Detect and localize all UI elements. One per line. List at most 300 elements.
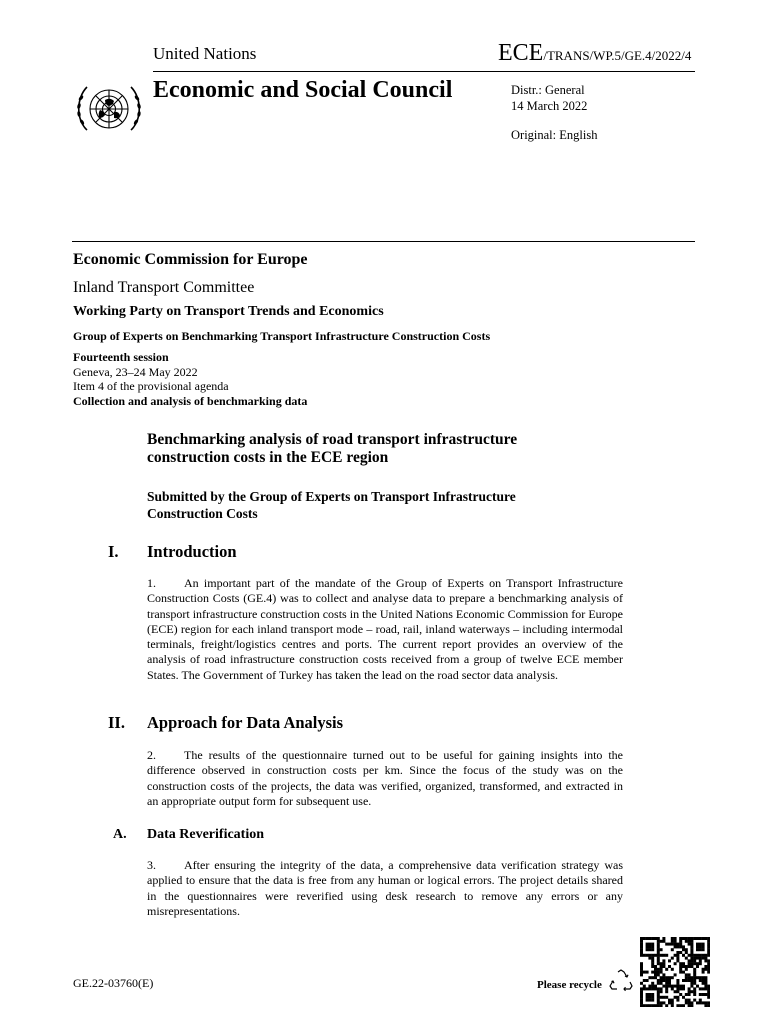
qr-module — [679, 985, 682, 988]
qr-module — [668, 979, 671, 982]
qr-module — [660, 971, 663, 974]
qr-module — [690, 948, 693, 951]
qr-module — [662, 959, 665, 962]
session-place-date: Geneva, 23–24 May 2022 — [73, 364, 198, 379]
qr-module — [674, 996, 677, 999]
qr-module — [699, 957, 702, 960]
paragraph-2-number: 2. — [147, 748, 156, 762]
qr-module — [660, 968, 663, 971]
paragraph-2-text: The results of the questionnaire turned out to be useful for gaining insights into the difference observed in construction costs per km. Since the focus of the study was on the construction costs of the projects, the data was verified, organized, transformed, and extracted in an appropriate output form for subsequent use. — [147, 748, 623, 808]
qr-module — [702, 993, 705, 996]
qr-module — [682, 962, 685, 965]
qr-module — [693, 979, 696, 982]
qr-module — [699, 959, 702, 962]
qr-module — [690, 976, 693, 979]
qr-module — [696, 943, 699, 946]
qr-module — [646, 999, 649, 1002]
qr-module — [696, 965, 699, 968]
qr-module — [646, 987, 649, 990]
qr-module — [699, 979, 702, 982]
qr-module — [688, 973, 691, 976]
qr-module — [646, 948, 649, 951]
qr-module — [696, 962, 699, 965]
qr-module — [676, 957, 679, 960]
qr-module — [640, 990, 643, 993]
qr-module — [657, 951, 660, 954]
qr-module — [682, 948, 685, 951]
qr-module — [643, 987, 646, 990]
qr-module — [696, 957, 699, 960]
qr-module — [662, 976, 665, 979]
qr-module — [690, 979, 693, 982]
qr-module — [648, 985, 651, 988]
qr-module — [676, 954, 679, 957]
qr-module — [665, 943, 668, 946]
qr-module — [654, 985, 657, 988]
qr-module — [676, 1004, 679, 1007]
qr-module — [690, 937, 693, 940]
qr-module — [690, 943, 693, 946]
qr-module — [707, 990, 710, 993]
qr-module — [674, 945, 677, 948]
qr-module — [679, 940, 682, 943]
subsection-a-title: Data Reverification — [147, 827, 265, 842]
qr-module — [688, 990, 691, 993]
qr-module — [640, 1001, 643, 1004]
working-party-heading: Working Party on Transport Trends and Economics — [73, 304, 384, 319]
header-rule — [153, 71, 695, 72]
qr-module — [660, 990, 663, 993]
qr-module — [682, 937, 685, 940]
qr-module — [685, 973, 688, 976]
qr-module — [640, 940, 643, 943]
qr-module — [665, 996, 668, 999]
qr-module — [688, 962, 691, 965]
paragraph-3 — [147, 858, 623, 919]
qr-module — [640, 965, 643, 968]
qr-module — [654, 937, 657, 940]
qr-module — [690, 957, 693, 960]
qr-module — [640, 971, 643, 974]
qr-module — [657, 948, 660, 951]
qr-module — [646, 979, 649, 982]
qr-module — [696, 954, 699, 957]
qr-module — [665, 1004, 668, 1007]
document-symbol — [498, 40, 691, 67]
qr-module — [693, 971, 696, 974]
qr-module — [679, 993, 682, 996]
qr-module — [671, 1004, 674, 1007]
qr-module — [682, 996, 685, 999]
qr-module — [651, 987, 654, 990]
document-title-line1: Benchmarking analysis of road transport infrastructure — [147, 431, 518, 448]
qr-module — [651, 993, 654, 996]
qr-module — [640, 973, 643, 976]
org-name: United Nations — [153, 44, 257, 63]
qr-module — [657, 990, 660, 993]
qr-module — [693, 990, 696, 993]
qr-code — [640, 937, 710, 1007]
qr-module — [648, 954, 651, 957]
qr-module — [660, 1001, 663, 1004]
qr-module — [676, 996, 679, 999]
qr-module — [685, 976, 688, 979]
document-symbol-rest: /TRANS/WP.5/GE.4/2022/4 — [543, 48, 692, 63]
qr-module — [643, 937, 646, 940]
qr-module — [674, 943, 677, 946]
recycle-label: Please recycle — [537, 979, 602, 991]
qr-module — [657, 959, 660, 962]
qr-module — [704, 957, 707, 960]
qr-code-graphic — [640, 937, 710, 1007]
qr-module — [665, 954, 668, 957]
qr-module — [704, 959, 707, 962]
qr-module — [648, 943, 651, 946]
qr-module — [671, 943, 674, 946]
qr-module — [640, 945, 643, 948]
qr-module — [671, 976, 674, 979]
qr-module — [707, 962, 710, 965]
qr-module — [671, 968, 674, 971]
qr-module — [674, 973, 677, 976]
paragraph-2 — [147, 748, 623, 809]
qr-module — [699, 999, 702, 1002]
qr-module — [702, 1001, 705, 1004]
qr-module — [662, 965, 665, 968]
qr-module — [676, 987, 679, 990]
qr-module — [657, 979, 660, 982]
qr-module — [707, 971, 710, 974]
qr-module — [640, 999, 643, 1002]
qr-module — [654, 954, 657, 957]
qr-module — [699, 937, 702, 940]
qr-module — [646, 971, 649, 974]
qr-module — [707, 965, 710, 968]
session-info — [73, 350, 307, 408]
qr-module — [646, 993, 649, 996]
qr-module — [657, 962, 660, 965]
qr-module — [704, 982, 707, 985]
qr-module — [654, 987, 657, 990]
qr-module — [702, 957, 705, 960]
qr-module — [690, 1004, 693, 1007]
qr-module — [693, 959, 696, 962]
qr-module — [657, 943, 660, 946]
qr-module — [693, 954, 696, 957]
document-symbol-main: ECE — [498, 40, 544, 66]
qr-module — [707, 987, 710, 990]
qr-module — [646, 1004, 649, 1007]
qr-module — [671, 948, 674, 951]
qr-module — [648, 945, 651, 948]
commission-heading: Economic Commission for Europe — [73, 251, 308, 268]
qr-module — [648, 993, 651, 996]
qr-module — [662, 973, 665, 976]
qr-module — [685, 965, 688, 968]
qr-module — [651, 985, 654, 988]
qr-module — [671, 985, 674, 988]
qr-module — [668, 999, 671, 1002]
qr-module — [685, 1001, 688, 1004]
qr-module — [693, 999, 696, 1002]
qr-module — [651, 945, 654, 948]
qr-module — [676, 999, 679, 1002]
qr-module — [696, 1001, 699, 1004]
qr-module — [702, 945, 705, 948]
qr-module — [640, 962, 643, 965]
qr-module — [640, 993, 643, 996]
qr-module — [690, 990, 693, 993]
qr-module — [699, 954, 702, 957]
qr-module — [702, 948, 705, 951]
qr-module — [651, 965, 654, 968]
qr-module — [674, 940, 677, 943]
qr-module — [665, 982, 668, 985]
qr-module — [668, 959, 671, 962]
qr-module — [679, 951, 682, 954]
qr-module — [651, 976, 654, 979]
qr-module — [654, 1004, 657, 1007]
qr-module — [685, 968, 688, 971]
qr-module — [693, 973, 696, 976]
un-emblem-icon — [72, 78, 146, 140]
qr-module — [674, 985, 677, 988]
qr-module — [688, 1004, 691, 1007]
qr-module — [643, 985, 646, 988]
submitted-by-line1: Submitted by the Group of Experts on Transport Infrastructure — [147, 489, 516, 504]
qr-module — [648, 937, 651, 940]
qr-module — [646, 945, 649, 948]
qr-module — [668, 982, 671, 985]
qr-module — [704, 968, 707, 971]
qr-module — [657, 1001, 660, 1004]
qr-module — [660, 987, 663, 990]
document-title — [147, 431, 617, 467]
qr-module — [685, 957, 688, 960]
qr-module — [651, 957, 654, 960]
qr-module — [693, 993, 696, 996]
qr-module — [671, 937, 674, 940]
qr-module — [693, 937, 696, 940]
qr-module — [676, 979, 679, 982]
qr-module — [671, 940, 674, 943]
qr-module — [648, 957, 651, 960]
qr-module — [699, 1001, 702, 1004]
session-name: Fourteenth session — [73, 350, 169, 364]
qr-module — [682, 987, 685, 990]
qr-module — [704, 993, 707, 996]
qr-module — [693, 957, 696, 960]
qr-module — [676, 982, 679, 985]
qr-module — [671, 999, 674, 1002]
qr-module — [662, 979, 665, 982]
qr-module — [679, 943, 682, 946]
qr-module — [674, 937, 677, 940]
council-title: Economic and Social Council — [153, 77, 453, 103]
qr-module — [699, 948, 702, 951]
qr-module — [676, 990, 679, 993]
qr-module — [707, 940, 710, 943]
qr-module — [643, 971, 646, 974]
qr-module — [660, 948, 663, 951]
qr-module — [640, 937, 643, 940]
paragraph-3-text: After ensuring the integrity of the data, a comprehensive data verification strategy was applied to ensure that the data is free from any human or logical errors. The project details shared in the questionnaires were reverified using desk research to remove any errors or any misrepresentations. — [147, 858, 623, 918]
qr-module — [690, 982, 693, 985]
qr-module — [690, 1001, 693, 1004]
qr-module — [699, 976, 702, 979]
job-number: GE.22-03760(E) — [73, 976, 154, 990]
qr-module — [699, 962, 702, 965]
qr-module — [676, 945, 679, 948]
paragraph-3-number: 3. — [147, 858, 156, 872]
qr-module — [657, 940, 660, 943]
qr-module — [657, 954, 660, 957]
qr-module — [702, 971, 705, 974]
qr-module — [688, 954, 691, 957]
qr-module — [660, 982, 663, 985]
qr-module — [668, 976, 671, 979]
qr-module — [690, 951, 693, 954]
qr-module — [651, 982, 654, 985]
qr-module — [648, 1004, 651, 1007]
qr-module — [704, 1001, 707, 1004]
qr-module — [665, 979, 668, 982]
qr-module — [657, 987, 660, 990]
qr-module — [707, 945, 710, 948]
qr-module — [668, 1001, 671, 1004]
qr-module — [707, 948, 710, 951]
qr-module — [704, 987, 707, 990]
qr-module — [682, 954, 685, 957]
qr-module — [668, 943, 671, 946]
qr-module — [648, 999, 651, 1002]
section-2-number: II. — [108, 713, 125, 732]
recycle-icon — [608, 968, 634, 994]
qr-module — [651, 1004, 654, 1007]
qr-module — [688, 979, 691, 982]
qr-module — [674, 954, 677, 957]
qr-module — [676, 959, 679, 962]
qr-module — [704, 979, 707, 982]
qr-module — [682, 985, 685, 988]
qr-module — [688, 965, 691, 968]
qr-module — [707, 985, 710, 988]
qr-module — [702, 987, 705, 990]
qr-module — [682, 965, 685, 968]
qr-module — [704, 937, 707, 940]
qr-module — [685, 979, 688, 982]
qr-module — [707, 1001, 710, 1004]
qr-module — [699, 943, 702, 946]
qr-module — [651, 999, 654, 1002]
qr-module — [682, 945, 685, 948]
qr-module — [660, 962, 663, 965]
qr-module — [696, 985, 699, 988]
qr-module — [662, 1001, 665, 1004]
qr-module — [660, 979, 663, 982]
qr-module — [707, 993, 710, 996]
qr-module — [643, 979, 646, 982]
paragraph-1-text: An important part of the mandate of the Group of Experts on Transport Infrastructure Construction Costs (GE.4) was to collect and analyse data to prepare a benchmarking analysis of transport infrastructure construction costs in the United Nations Economic Commission for Europe (ECE) region for each inland transport mode – road, rail, inland waterways – including intermodal terminals, freight/logistics centres and ports. The current report provides an overview of the analysis of road infrastructure construction costs received from a group of twelve ECE member States. The Government of Turkey has taken the lead on the road sector data analysis. — [147, 576, 623, 682]
qr-module — [660, 976, 663, 979]
qr-module — [676, 951, 679, 954]
qr-module — [688, 937, 691, 940]
qr-module — [662, 937, 665, 940]
qr-module — [662, 954, 665, 957]
qr-module — [654, 973, 657, 976]
qr-module — [654, 968, 657, 971]
qr-module — [685, 937, 688, 940]
qr-module — [682, 979, 685, 982]
subsection-a-number: A. — [113, 827, 127, 842]
qr-module — [662, 996, 665, 999]
qr-module — [660, 1004, 663, 1007]
qr-module — [682, 971, 685, 974]
qr-module — [651, 943, 654, 946]
qr-module — [668, 965, 671, 968]
qr-module — [688, 943, 691, 946]
qr-module — [651, 996, 654, 999]
qr-module — [688, 959, 691, 962]
qr-module — [688, 1001, 691, 1004]
qr-module — [660, 954, 663, 957]
qr-module — [657, 971, 660, 974]
qr-module — [643, 954, 646, 957]
qr-module — [685, 951, 688, 954]
qr-module — [679, 1004, 682, 1007]
qr-module — [646, 937, 649, 940]
qr-module — [688, 993, 691, 996]
qr-module — [702, 954, 705, 957]
qr-module — [702, 976, 705, 979]
qr-module — [646, 996, 649, 999]
qr-module — [693, 987, 696, 990]
qr-module — [662, 962, 665, 965]
qr-module — [702, 979, 705, 982]
qr-module — [679, 962, 682, 965]
qr-module — [679, 968, 682, 971]
qr-module — [707, 1004, 710, 1007]
qr-module — [682, 1004, 685, 1007]
qr-module — [688, 999, 691, 1002]
qr-module — [654, 965, 657, 968]
qr-module — [640, 987, 643, 990]
qr-module — [657, 1004, 660, 1007]
qr-module — [679, 965, 682, 968]
qr-module — [704, 965, 707, 968]
qr-module — [671, 957, 674, 960]
qr-module — [640, 968, 643, 971]
group-heading: Group of Experts on Benchmarking Transport Infrastructure Construction Costs — [73, 329, 491, 343]
original-language: Original: English — [511, 128, 598, 142]
section-2-title: Approach for Data Analysis — [147, 713, 344, 732]
section-rule — [72, 241, 695, 242]
qr-module — [657, 968, 660, 971]
qr-module — [679, 971, 682, 974]
qr-module — [688, 976, 691, 979]
qr-module — [707, 937, 710, 940]
submitted-by-line2: Construction Costs — [147, 506, 258, 521]
qr-module — [704, 1004, 707, 1007]
qr-module — [671, 1001, 674, 1004]
qr-module — [707, 959, 710, 962]
qr-module — [690, 940, 693, 943]
qr-module — [640, 948, 643, 951]
qr-module — [696, 948, 699, 951]
qr-module — [665, 990, 668, 993]
committee-heading: Inland Transport Committee — [73, 279, 255, 296]
qr-module — [676, 985, 679, 988]
